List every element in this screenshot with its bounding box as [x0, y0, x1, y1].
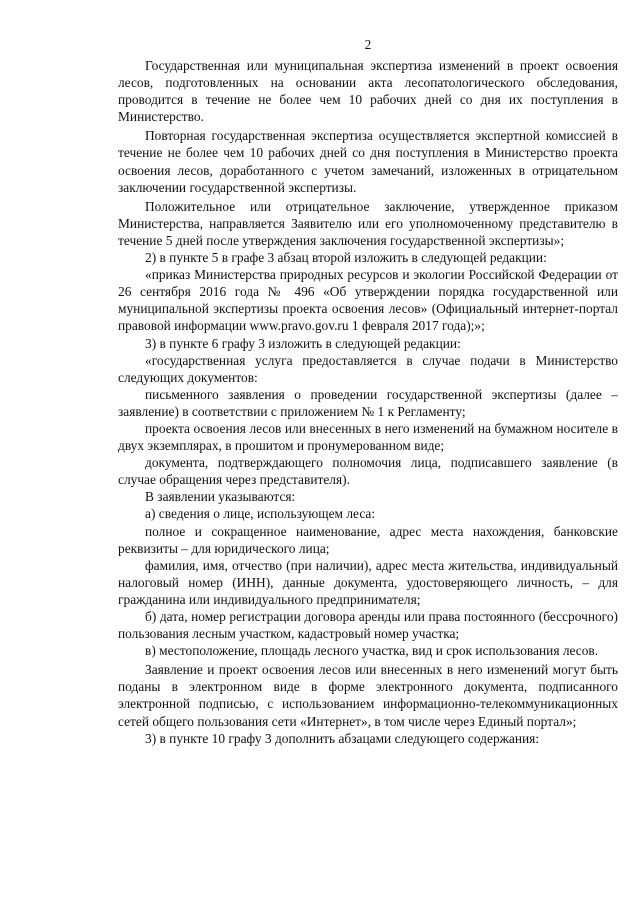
paragraph-14: фамилия, имя, отчество (при наличии), адрес места жительства, индивидуальный налоговый номер (ИНН), данные документа, удостоверяющего личность, – для гражданина или индивидуального предпринимателя;: [118, 557, 618, 607]
paragraph-2: Повторная государственная экспертиза осуществляется экспертной комиссией в течение не более чем 10 рабочих дней со дня поступления в Министерство проекта освоения лесов, доработанного с учетом замечаний, изложенных в отрицательном заключении государственной экспертизы.: [118, 128, 618, 195]
paragraph-5: «приказ Министерства природных ресурсов и экологии Российской Федерации от 26 сентября 2016 года № 496 «Об утверждении порядка государственной или муниципальной экспертизы проекта освоения лесов» (Официальный интернет-портал правовой информации www.pravo.gov.ru 1 февраля 2017 года);»;: [118, 267, 618, 334]
paragraph-13: полное и сокращенное наименование, адрес места нахождения, банковские реквизиты – для юридического лица;: [118, 523, 618, 556]
paragraph-17: Заявление и проект освоения лесов или внесенных в него изменений могут быть поданы в электронном виде в форме электронного документа, подписанного электронной подписью, с использованием информационно-телекоммуникационных сетей общего пользования сети «Интернет», в том числе через Единый портал»;: [118, 662, 618, 729]
paragraph-11: В заявлении указываются:: [145, 489, 296, 505]
paragraph-12: а) сведения о лице, использующем леса:: [145, 506, 376, 522]
paragraph-4: 2) в пункте 5 в графе 3 абзац второй изложить в следующей редакции:: [145, 250, 547, 266]
paragraph-18: 3) в пункте 10 графу 3 дополнить абзацами следующего содержания:: [145, 730, 540, 746]
paragraph-9: проекта освоения лесов или внесенных в него изменений на бумажном носителе в двух экземплярах, в прошитом и пронумерованном виде;: [118, 420, 618, 454]
paragraph-10: документа, подтверждающего полномочия лица, подписавшего заявление (в случае обращения через представителя).: [118, 455, 618, 488]
page-number: 2: [364, 37, 372, 52]
paragraph-8: письменного заявления о проведении государственной экспертизы (далее – заявление) в соответствии с приложением № 1 к Регламенту;: [118, 386, 618, 419]
paragraph-3: Положительное или отрицательное заключение, утвержденное приказом Министерства, направляется Заявителю или его уполномоченному представителю в течение 5 дней после утверждения заключения государственной экспертизы»;: [118, 198, 618, 248]
paragraph-7: «государственная услуга предоставляется в случае подачи в Министерство следующих документов:: [118, 352, 618, 385]
paragraph-1: Государственная или муниципальная экспертиза изменений в проект освоения лесов, подготовленных на основании акта лесопатологического обследования, проводится в течение не более чем 10 рабочих дней со дня их поступления в Министерство.: [118, 58, 618, 125]
paragraph-15: б) дата, номер регистрации договора аренды или права постоянного (бессрочного) пользования лесным участком, кадастровый номер участка;: [118, 609, 618, 642]
paragraph-6: 3) в пункте 6 графу 3 изложить в следующей редакции:: [145, 335, 461, 351]
paragraph-16: в) местоположение, площадь лесного участка, вид и срок использования лесов.: [145, 643, 599, 659]
